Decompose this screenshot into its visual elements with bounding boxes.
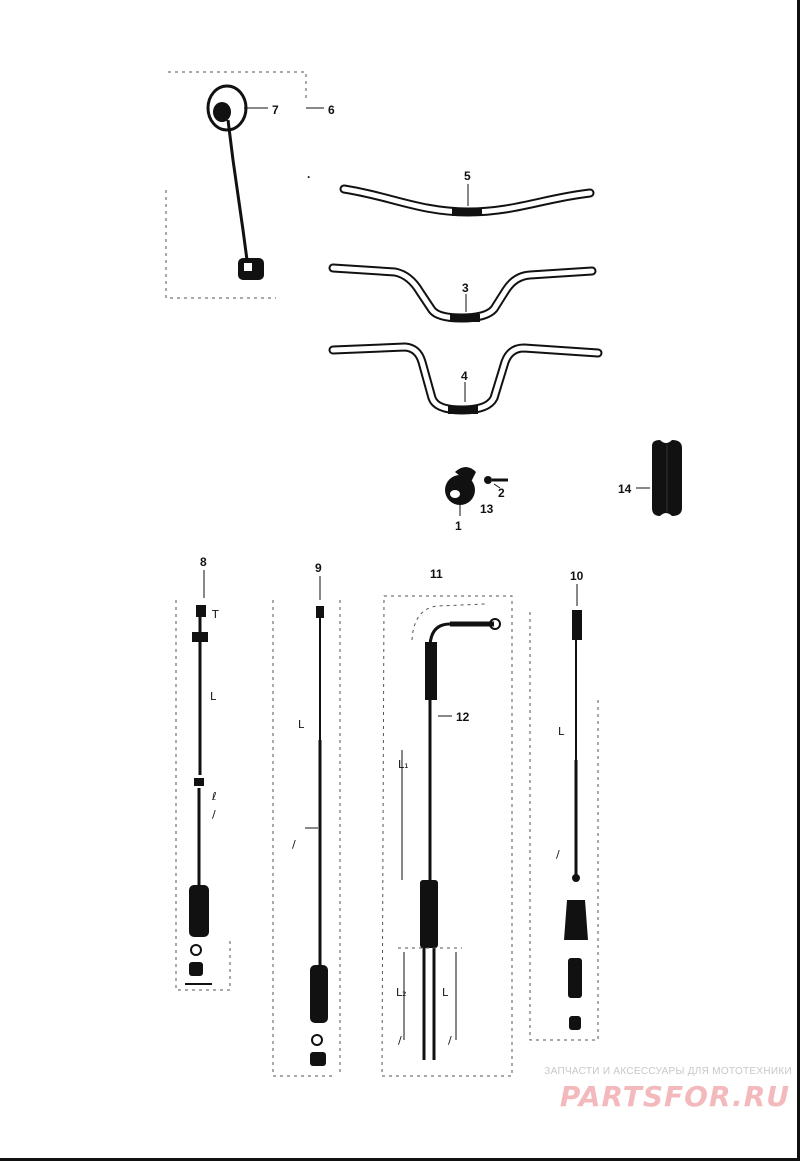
callout-5: 5 <box>464 169 471 183</box>
cable-9-boot <box>310 965 328 1023</box>
callout-4: 4 <box>461 369 468 383</box>
dim-label-L2: L₂ <box>396 986 407 999</box>
callout-12: 12 <box>456 710 470 724</box>
dim-label-L1: L₁ <box>398 758 409 771</box>
dim-label-L-11: L <box>442 986 449 999</box>
callout-13: 13 <box>480 502 494 516</box>
mirror-mount <box>213 102 231 122</box>
handlebar-5 <box>344 169 590 216</box>
handlebar-3 <box>333 268 592 322</box>
svg-text:/: / <box>398 1034 402 1047</box>
dim-label-T: T <box>212 608 219 621</box>
cable-10-boot <box>564 900 588 940</box>
callout-8: 8 <box>200 555 207 569</box>
mirror-stem <box>228 120 247 260</box>
dim-label-L-9: L <box>298 718 305 731</box>
dim-label-L: L <box>210 690 217 703</box>
callout-14: 14 <box>618 482 632 496</box>
handlebar-clamp <box>445 467 508 533</box>
watermark-caption: ЗАПЧАСТИ И АКСЕССУАРЫ ДЛЯ МОТОТЕХНИКИ <box>544 1066 792 1077</box>
svg-text:.: . <box>307 167 311 181</box>
callout-1: 1 <box>455 519 462 533</box>
callout-10: 10 <box>570 569 584 583</box>
screw-2 <box>484 476 492 484</box>
dim-label-L-10: L <box>558 725 565 738</box>
svg-text:/: / <box>556 848 560 861</box>
svg-text:/: / <box>292 838 296 851</box>
callout-3: 3 <box>462 281 469 295</box>
svg-text:ℓ: ℓ <box>212 790 217 803</box>
grip-14 <box>618 440 682 516</box>
group-outline-6-lower <box>166 190 276 298</box>
callout-2: 2 <box>498 486 505 500</box>
cable-8-boot <box>189 885 209 937</box>
watermark-logo: PARTSFOR.RU <box>559 1080 790 1113</box>
cable-8 <box>176 555 230 990</box>
handlebar-4 <box>333 347 598 414</box>
svg-text:/: / <box>448 1034 452 1047</box>
cable-10 <box>530 569 598 1040</box>
callout-9: 9 <box>315 561 322 575</box>
mirror-assembly <box>166 72 335 298</box>
cable-9 <box>273 561 340 1076</box>
callout-7: 7 <box>272 103 279 117</box>
cable-11 <box>382 567 512 1076</box>
callout-6: 6 <box>328 103 335 117</box>
callout-11: 11 <box>430 567 443 581</box>
svg-text:/: / <box>212 808 216 821</box>
